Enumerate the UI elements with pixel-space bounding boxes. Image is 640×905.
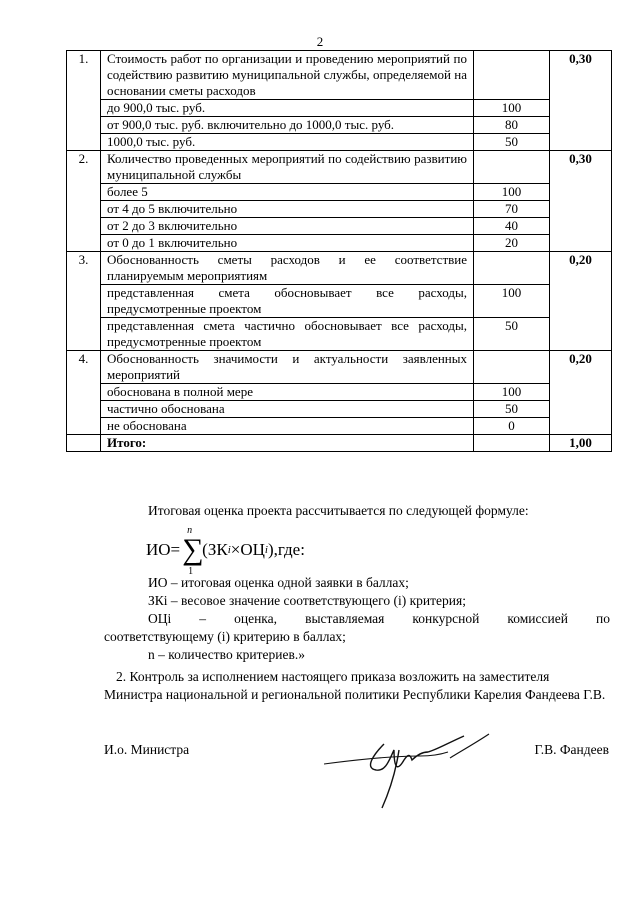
option-score: 20: [474, 235, 550, 252]
sum-lower-limit: 1: [188, 566, 194, 577]
option-score: 50: [474, 134, 550, 151]
criterion-weight: 0,20: [550, 351, 612, 435]
criterion-number: 4.: [67, 351, 101, 435]
option-row: [67, 318, 612, 351]
signature-block: [104, 742, 609, 822]
handwritten-signature: [324, 730, 504, 810]
option-row: [67, 134, 612, 151]
item-2-rest: Министра национальной и региональной политики Республики Карелия Фандеева Г.В.: [104, 687, 606, 702]
option-label: 1000,0 тыс. руб.: [101, 134, 474, 151]
criterion-weight: 0,30: [550, 151, 612, 252]
formula-tail: ),где:: [267, 540, 305, 559]
option-label: до 900,0 тыс. руб.: [101, 100, 474, 117]
criterion-description: Количество проведенных мероприятий по содействию развитию муниципальной службы: [101, 151, 474, 184]
option-label: более 5: [101, 184, 474, 201]
option-score: 80: [474, 117, 550, 134]
formula-lhs: ИО=: [146, 540, 181, 559]
option-score: 50: [474, 318, 550, 351]
definition-oc: ОЦi – оценка, выставляемая конкурсной комиссией по: [148, 611, 610, 626]
option-score: 50: [474, 401, 550, 418]
formula-index-2: i: [264, 544, 268, 556]
definition-zk: ЗКi – весовое значение соответствующего (i) критерия;: [148, 593, 466, 608]
total-empty-cell: [67, 435, 101, 452]
page-number: 2: [316, 34, 324, 49]
definition-n: n – количество критериев.»: [148, 647, 305, 662]
option-score: 100: [474, 285, 550, 318]
criterion-number: 2.: [67, 151, 101, 252]
total-value: 1,00: [550, 435, 612, 452]
definition-oc-continued: соответствующему (i) критерию в баллах;: [104, 629, 346, 644]
criterion-description: Обоснованность сметы расходов и ее соответствие планируемым мероприятиям: [101, 252, 474, 285]
option-label: от 2 до 3 включительно: [101, 218, 474, 235]
option-label: представленная смета обосновывает все расходы, предусмотренные проектом: [101, 285, 474, 318]
empty-score-cell: [474, 51, 550, 100]
option-label: не обоснована: [101, 418, 474, 435]
total-label: Итого:: [101, 435, 474, 452]
option-row: [67, 218, 612, 235]
formula-index-1: i: [227, 544, 231, 556]
criterion-description: Обоснованность значимости и актуальности заявленных мероприятий: [101, 351, 474, 384]
item-2-paragraph: [104, 668, 609, 704]
total-row: [67, 435, 612, 452]
option-label: от 4 до 5 включительно: [101, 201, 474, 218]
option-row: [67, 418, 612, 435]
definitions: [104, 574, 610, 664]
signer-title: И.о. Министра: [104, 742, 190, 757]
option-row: [67, 285, 612, 318]
option-score: 100: [474, 100, 550, 117]
criterion-number: 1.: [67, 51, 101, 151]
criterion-number: 3.: [67, 252, 101, 351]
definition-io: ИО – итоговая оценка одной заявки в баллах;: [148, 575, 409, 590]
criterion-row: [67, 151, 612, 184]
formula-term-open: (ЗК: [202, 540, 228, 559]
criterion-row: [67, 252, 612, 285]
criterion-description: Стоимость работ по организации и проведению мероприятий по содействию развитию муниципальной службы, определяемой на основании сметы расходов: [101, 51, 474, 100]
option-label: от 0 до 1 включительно: [101, 235, 474, 252]
empty-score-cell: [474, 151, 550, 184]
empty-score-cell: [474, 351, 550, 384]
option-label: от 900,0 тыс. руб. включительно до 1000,0 тыс. руб.: [101, 117, 474, 134]
option-score: 0: [474, 418, 550, 435]
option-row: [67, 100, 612, 117]
signer-name: Г.В. Фандеев: [534, 742, 609, 757]
criterion-row: [67, 51, 612, 100]
option-row: [67, 401, 612, 418]
option-score: 40: [474, 218, 550, 235]
option-label: обоснована в полной мере: [101, 384, 474, 401]
option-row: [67, 384, 612, 401]
option-row: [67, 235, 612, 252]
formula-intro: Итоговая оценка проекта рассчитывается по следующей формуле:: [148, 503, 529, 518]
criterion-weight: 0,20: [550, 252, 612, 351]
criteria-table: [66, 50, 612, 452]
option-label: представленная смета частично обосновывает все расходы, предусмотренные проектом: [101, 318, 474, 351]
formula-times: ×ОЦ: [230, 540, 265, 559]
formula: [146, 525, 305, 577]
option-score: 100: [474, 184, 550, 201]
option-score: 70: [474, 201, 550, 218]
option-score: 100: [474, 384, 550, 401]
empty-score-cell: [474, 252, 550, 285]
sum-symbol: ∑ n 1: [182, 525, 204, 577]
option-row: [67, 201, 612, 218]
option-label: частично обоснована: [101, 401, 474, 418]
criterion-weight: 0,30: [550, 51, 612, 151]
criterion-row: [67, 351, 612, 384]
item-2-first-line: 2. Контроль за исполнением настоящего приказа возложить на заместителя: [116, 669, 550, 684]
total-empty-score: [474, 435, 550, 452]
option-row: [67, 117, 612, 134]
sum-upper-limit: n: [187, 525, 193, 536]
option-row: [67, 184, 612, 201]
criteria-table-body: [67, 51, 612, 452]
